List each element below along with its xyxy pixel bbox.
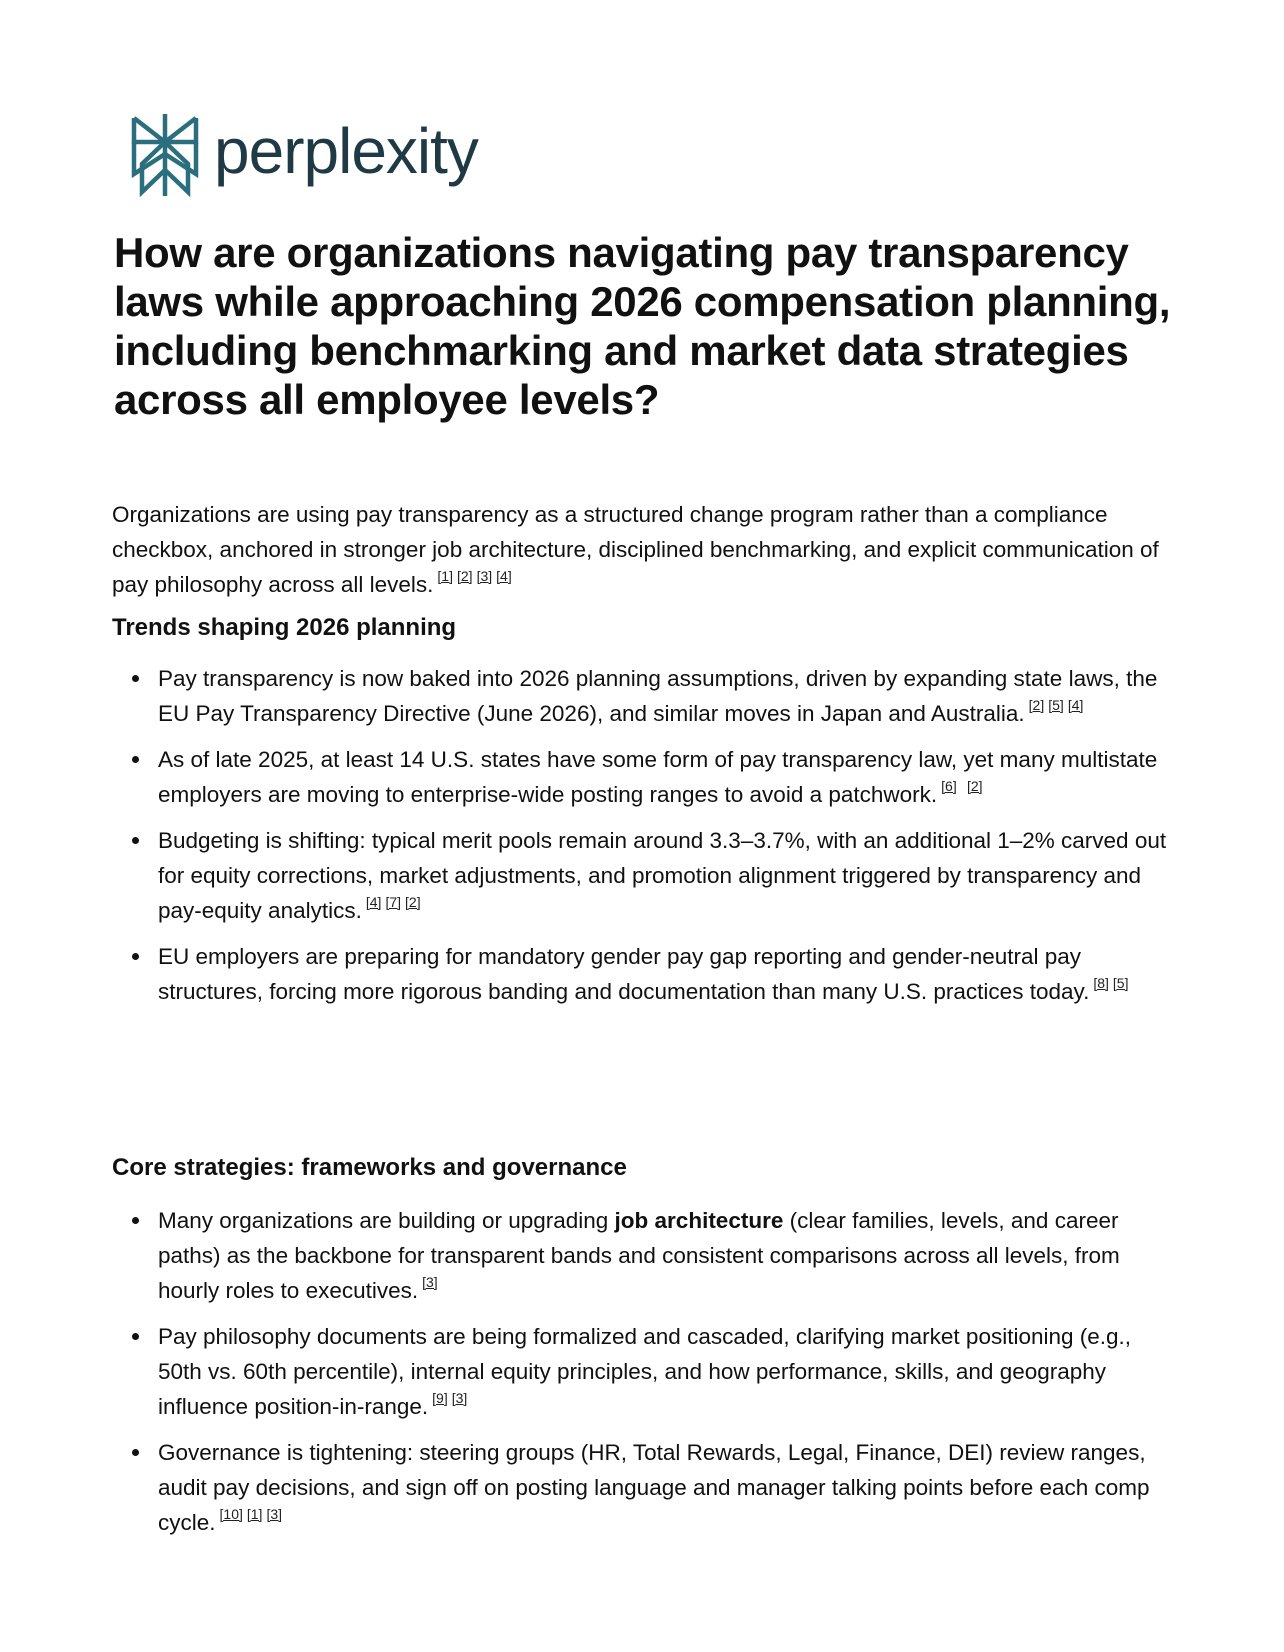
citation-link[interactable]: [3] bbox=[451, 1389, 468, 1406]
citation-link[interactable]: [9] bbox=[432, 1389, 448, 1406]
citation-link[interactable]: [5] bbox=[1048, 696, 1064, 713]
section-heading: Trends shaping 2026 planning bbox=[112, 614, 457, 641]
citation-link[interactable]: [1] bbox=[246, 1505, 263, 1522]
list-item bbox=[112, 661, 1172, 731]
citation-link[interactable]: [4] bbox=[365, 893, 382, 910]
citation-link[interactable]: [4] bbox=[1067, 696, 1084, 713]
citation-link[interactable]: [4] bbox=[496, 567, 512, 584]
bullet-list bbox=[112, 1203, 1172, 1540]
citation-link[interactable]: [8] bbox=[1093, 974, 1109, 991]
section-trends bbox=[112, 613, 1172, 1020]
citation-link[interactable]: [2] bbox=[1028, 696, 1045, 713]
list-item-text: Many organizations are building or upgrading bbox=[158, 1208, 615, 1233]
list-item bbox=[112, 1319, 1172, 1424]
bullet-list bbox=[112, 661, 1172, 1009]
section-core-strategies bbox=[112, 1153, 1172, 1551]
intro-text: Organizations are using pay transparency as a structured change program rather than a compliance checkbox, anchored in stronger job architecture, disciplined benchmarking, and explicit communication of pay philosophy across all levels. bbox=[112, 502, 1159, 597]
citation-link[interactable]: [2] bbox=[457, 567, 473, 584]
citation-link[interactable]: [7] bbox=[385, 893, 402, 910]
list-item bbox=[112, 823, 1172, 928]
list-item-text: Pay transparency is now baked into 2026 planning assumptions, driven by expanding state laws, the EU Pay Transparency Directive (June 2026), and similar moves in Japan and Australia. bbox=[158, 666, 1158, 726]
list-item bbox=[112, 939, 1172, 1009]
list-item bbox=[112, 1203, 1172, 1308]
citation-link[interactable]: [10] bbox=[219, 1505, 243, 1522]
list-item bbox=[112, 742, 1172, 812]
perplexity-logo bbox=[128, 112, 478, 198]
list-item-text: Governance is tightening: steering groups (HR, Total Rewards, Legal, Finance, DEI) review ranges, audit pay decisions, and sign off on posting language and manager talking points before each comp cycle. bbox=[158, 1440, 1150, 1535]
list-item-text: EU employers are preparing for mandatory gender pay gap reporting and gender-neutral pay structures, forcing more rigorous banding and documentation than many U.S. practices today. bbox=[158, 944, 1090, 1004]
list-item-text: Pay philosophy documents are being formalized and cascaded, clarifying market positioning (e.g., 50th vs. 60th percentile), internal equity principles, and how performance, skills, and geography influence position-in-range. bbox=[158, 1324, 1132, 1419]
citation-link[interactable]: [1] bbox=[437, 567, 453, 584]
citation-link[interactable]: [3] bbox=[422, 1273, 438, 1290]
page-title: How are organizations navigating pay transparency laws while approaching 2026 compensation planning, including benchmarking and market data strategies across all employee levels? bbox=[114, 229, 1171, 423]
logo-wordmark: perplexity bbox=[214, 115, 478, 187]
citation-link[interactable]: [3] bbox=[266, 1505, 283, 1522]
citation-link[interactable]: [2] bbox=[405, 893, 421, 910]
list-item-text: As of late 2025, at least 14 U.S. states have some form of pay transparency law, yet many multistate employers are moving to enterprise-wide posting ranges to avoid a patchwork. bbox=[158, 747, 1158, 807]
list-item-bold-text: job architecture bbox=[614, 1208, 784, 1233]
citation-link[interactable]: [6] bbox=[941, 777, 957, 794]
perplexity-logo-icon bbox=[128, 112, 202, 198]
list-item bbox=[112, 1435, 1172, 1540]
citation-link[interactable]: [5] bbox=[1112, 974, 1129, 991]
list-item-text: (clear families, levels, and career paths) as the backbone for transparent bands and consistent comparisons across all levels, from hourly roles to executives. bbox=[158, 1208, 1120, 1303]
section-heading: Core strategies: frameworks and governance bbox=[112, 1154, 627, 1181]
citation-link[interactable]: [2] bbox=[967, 777, 983, 794]
intro-paragraph bbox=[112, 497, 1172, 602]
list-item-text: Budgeting is shifting: typical merit pools remain around 3.3–3.7%, with an additional 1–2% carved out for equity corrections, market adjustments, and promotion alignment triggered by transparency and pay-equity analytics. bbox=[158, 828, 1167, 923]
citation-link[interactable]: [3] bbox=[476, 567, 493, 584]
